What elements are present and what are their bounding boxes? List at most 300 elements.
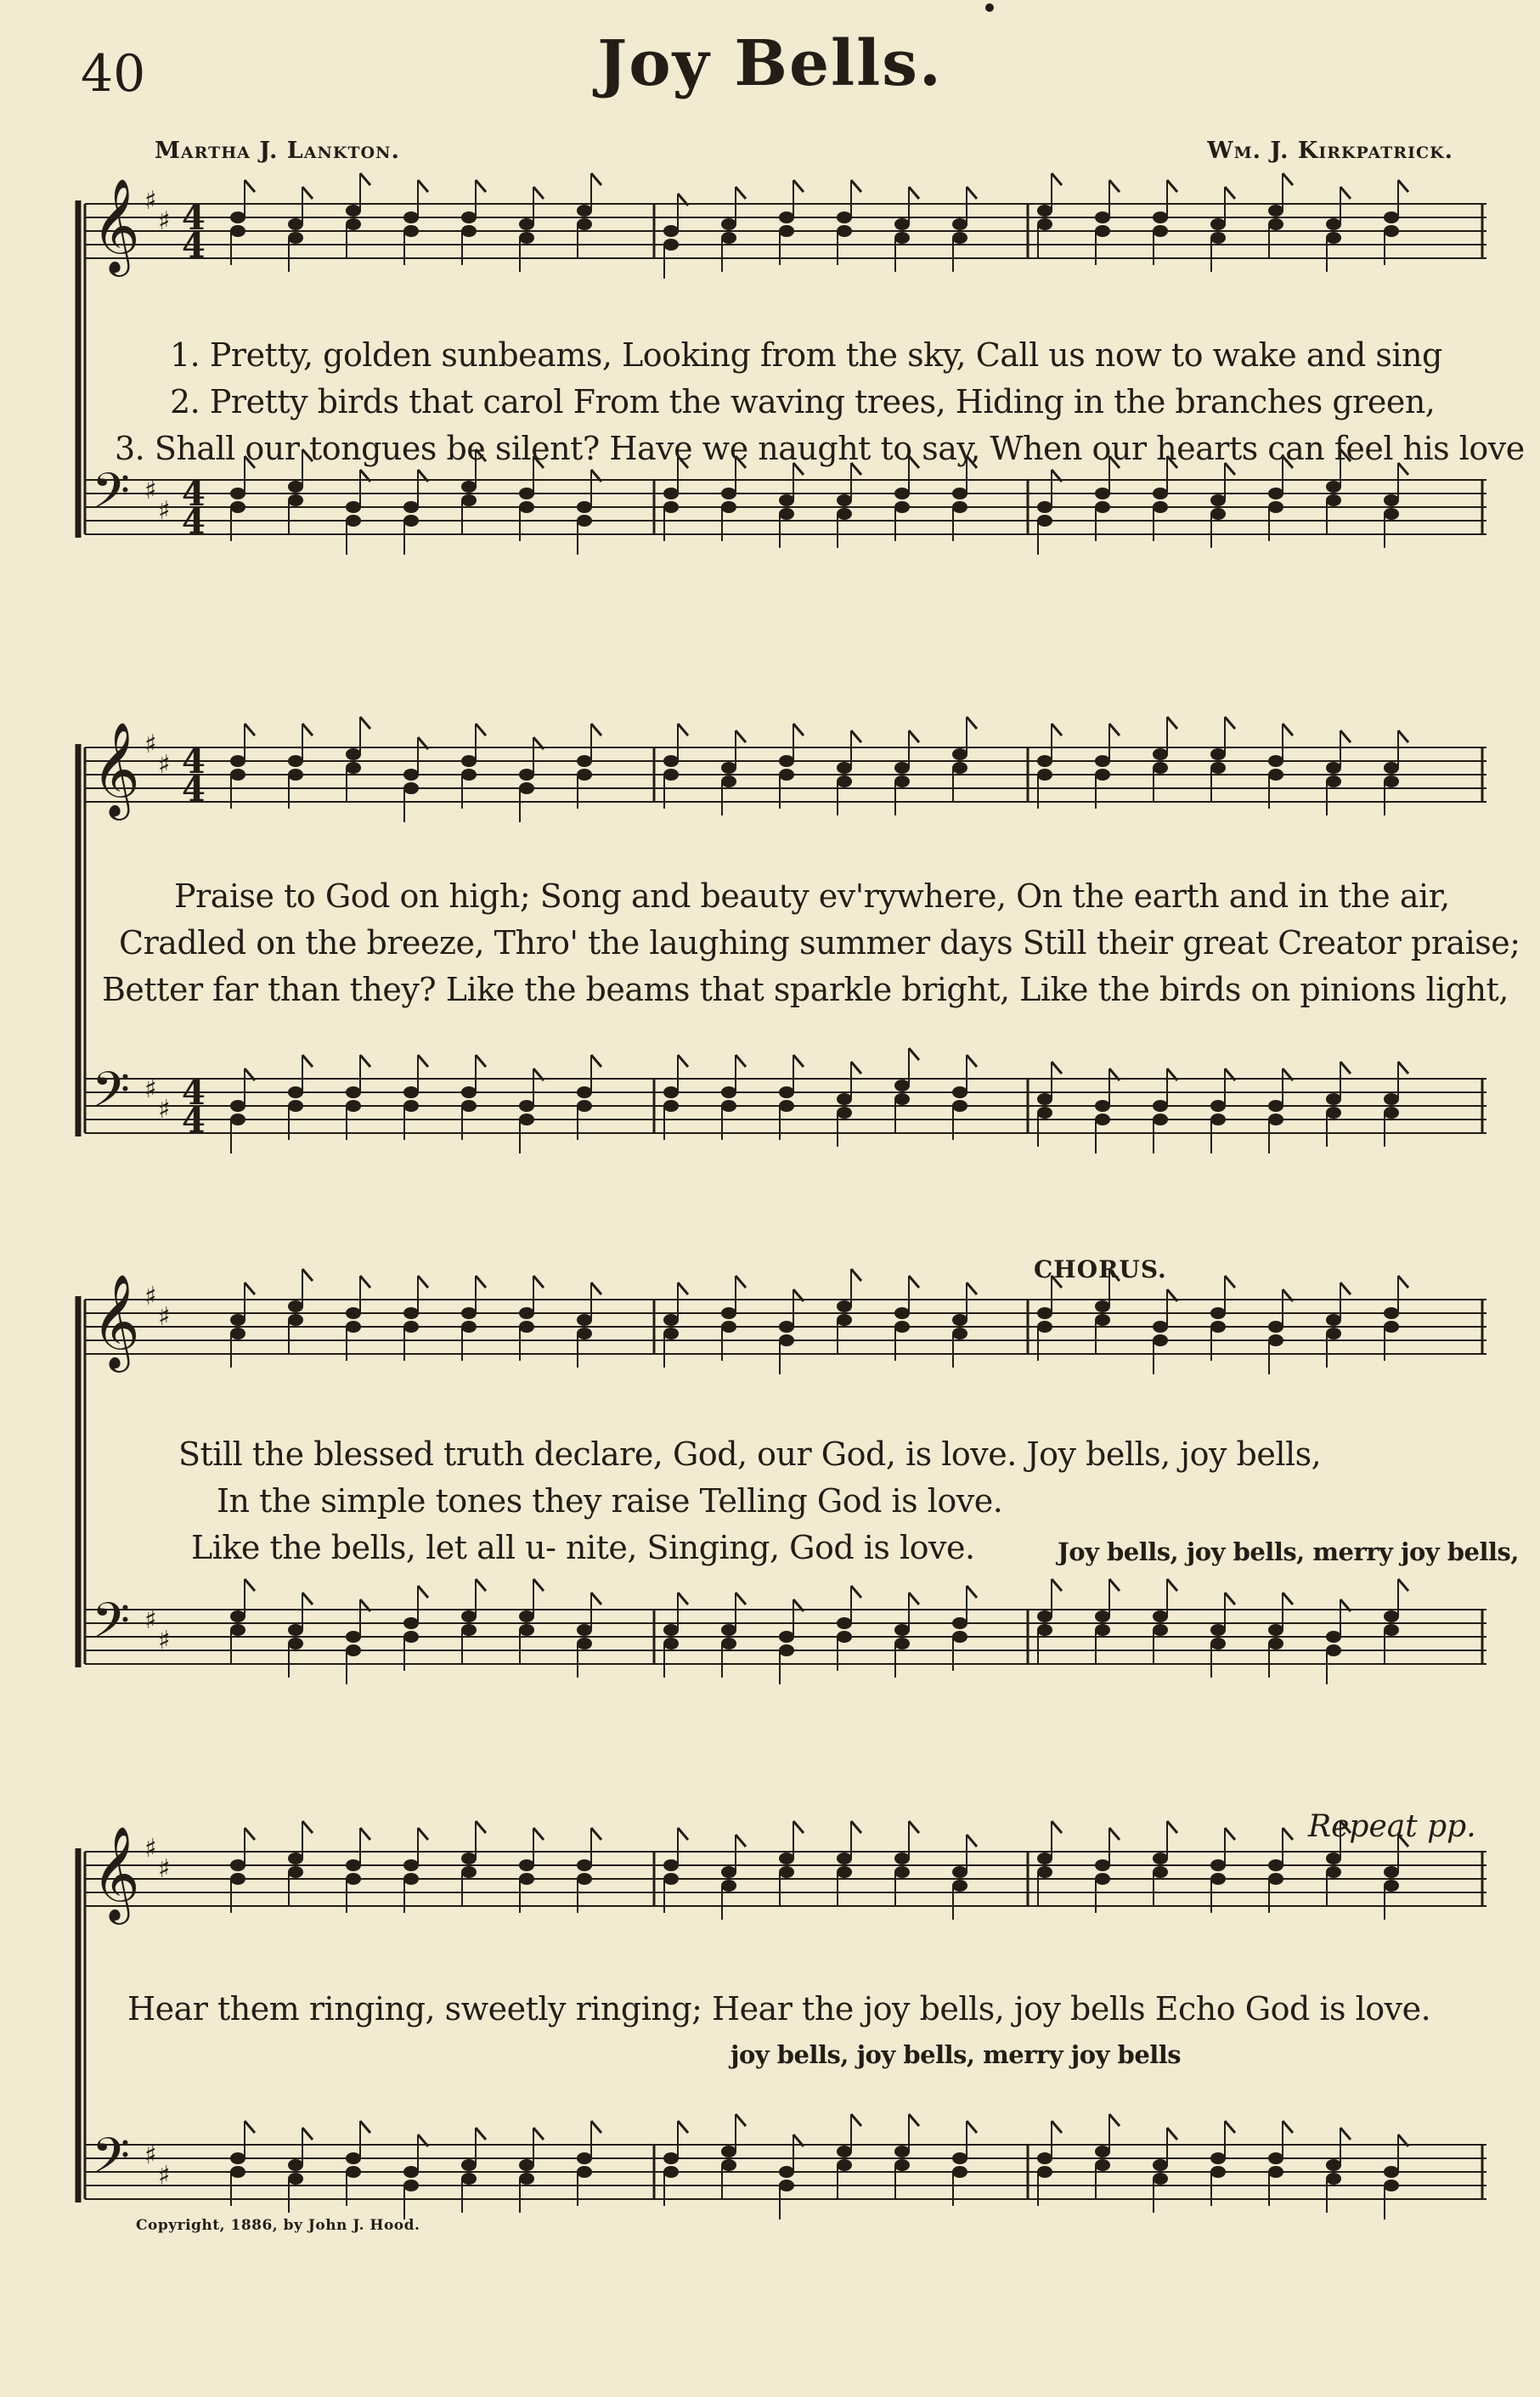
note-head [346, 205, 361, 217]
note-head [779, 1644, 794, 1656]
note-head [403, 2180, 419, 2191]
note-head [663, 1624, 679, 1636]
note-head [461, 1100, 477, 1112]
treble-clef: 𝄞 [92, 178, 140, 273]
treble-clef: 𝄞 [92, 1273, 140, 1368]
treble-clef: 𝄞 [92, 1825, 140, 1920]
note-head [1095, 1873, 1110, 1885]
note-head [952, 1314, 967, 1326]
note-head [519, 218, 534, 230]
note-head [1095, 1624, 1110, 1636]
note-head [779, 1321, 794, 1333]
note-flag [1167, 2128, 1177, 2140]
note-head [663, 501, 679, 513]
note-flag [245, 1828, 255, 1840]
note-flag [476, 1579, 486, 1591]
note-head [1153, 501, 1168, 513]
bass-clef: 𝄢 [92, 462, 131, 532]
note-head [721, 1100, 736, 1112]
note-head [721, 218, 736, 230]
note-head [230, 2166, 245, 2178]
note-flag [245, 180, 255, 192]
note-head [1210, 1624, 1226, 1636]
note-flag [302, 1821, 313, 1833]
note-flag [967, 2121, 977, 2133]
note-head [1384, 1307, 1399, 1319]
time-signature: 4 [182, 474, 206, 514]
note-flag [736, 1593, 746, 1605]
note-head [663, 1873, 679, 1885]
note-head [288, 755, 303, 767]
note-head [952, 488, 967, 499]
note-flag [793, 724, 804, 736]
note-head [1326, 232, 1341, 244]
note-flag [476, 2128, 486, 2140]
note-head [461, 1624, 477, 1636]
note-flag [1340, 1283, 1351, 1294]
note-flag [1052, 173, 1062, 185]
note-head [779, 1334, 794, 1346]
note-head [952, 1631, 967, 1643]
note-head [894, 501, 910, 513]
note-head [577, 218, 592, 230]
sharp-sign: ♯ [158, 1854, 171, 1884]
sharp-sign: ♯ [158, 1626, 171, 1655]
note-head [519, 769, 534, 781]
note-head [721, 1307, 736, 1319]
note-flag [418, 1276, 428, 1288]
note-head [230, 501, 245, 513]
note-head [346, 2152, 361, 2164]
note-flag [1398, 1062, 1408, 1074]
note-head [894, 1866, 910, 1878]
note-head [403, 1859, 419, 1871]
sharp-sign: ♯ [158, 1302, 171, 1332]
note-head [1037, 1107, 1052, 1119]
sharp-sign: ♯ [144, 476, 157, 505]
note-head [779, 1631, 794, 1643]
note-head [721, 776, 736, 787]
note-head [894, 776, 910, 787]
note-head [1095, 212, 1110, 223]
note-head [1210, 494, 1226, 506]
note-head [837, 212, 852, 223]
note-flag [909, 1593, 919, 1605]
note-head [288, 1624, 303, 1636]
bass-clef: 𝄢 [92, 1061, 131, 1131]
note-head [779, 2166, 794, 2178]
note-head [1268, 769, 1283, 781]
note-head [837, 2146, 852, 2157]
note-flag [678, 724, 688, 736]
note-flag [1283, 1593, 1293, 1605]
note-head [837, 1314, 852, 1326]
note-head [346, 1321, 361, 1333]
note-head [1095, 769, 1110, 781]
note-flag [1109, 1828, 1120, 1840]
sharp-sign: ♯ [144, 186, 157, 216]
music-system-1 [76, 178, 1525, 629]
note-head [461, 494, 477, 506]
note-head [952, 1086, 967, 1098]
note-head [1210, 1321, 1226, 1333]
note-head [288, 232, 303, 244]
note-head [519, 1307, 534, 1319]
note-flag [736, 2114, 746, 2126]
note-head [519, 1610, 534, 1622]
note-head [346, 1644, 361, 1656]
note-head [230, 769, 245, 781]
note-head [663, 225, 679, 237]
note-head [721, 2146, 736, 2157]
note-head [461, 1866, 477, 1878]
note-head [1210, 1307, 1226, 1319]
note-flag [1225, 2121, 1235, 2133]
note-head [1384, 212, 1399, 223]
note-head [519, 2173, 534, 2185]
note-head [230, 755, 245, 767]
note-head [894, 1080, 910, 1091]
sharp-sign: ♯ [158, 206, 171, 236]
note-head [1153, 225, 1168, 237]
note-head [837, 1093, 852, 1105]
note-head [952, 748, 967, 760]
note-flag [302, 2128, 313, 2140]
note-head [663, 2166, 679, 2178]
note-flag [1225, 1593, 1235, 1605]
note-head [403, 1631, 419, 1643]
music-system-3 [76, 1255, 1519, 1716]
note-head [779, 1853, 794, 1864]
note-flag [736, 187, 746, 199]
note-head [721, 1638, 736, 1650]
note-head [1095, 1610, 1110, 1622]
note-head [1268, 1624, 1283, 1636]
note-head [894, 2159, 910, 2171]
note-head [1153, 1610, 1168, 1622]
note-flag [245, 724, 255, 736]
note-flag [736, 1835, 746, 1847]
note-flag [1398, 1579, 1408, 1591]
note-head [230, 212, 245, 223]
note-flag [1167, 180, 1177, 192]
note-head [461, 769, 477, 781]
sharp-sign: ♯ [158, 2161, 171, 2191]
note-flag [302, 1593, 313, 1605]
note-head [1037, 1853, 1052, 1864]
note-head [519, 1321, 534, 1333]
note-head [1037, 515, 1052, 527]
note-flag [678, 2121, 688, 2133]
note-head [1153, 748, 1168, 760]
note-head [577, 1638, 592, 1650]
note-head [1326, 1328, 1341, 1340]
note-head [1384, 508, 1399, 520]
note-head [1095, 501, 1110, 513]
note-flag [1109, 724, 1120, 736]
note-flag [909, 1821, 919, 1833]
note-head [1210, 748, 1226, 760]
note-flag [678, 1593, 688, 1605]
repeat-pp-mark: Repeat pp. [1308, 1809, 1476, 1844]
note-head [230, 225, 245, 237]
note-head [1095, 1300, 1110, 1312]
note-head [779, 508, 794, 520]
note-head [230, 1100, 245, 1112]
note-head [952, 1617, 967, 1629]
note-head [288, 1314, 303, 1326]
note-head [663, 1086, 679, 1098]
note-head [1095, 1114, 1110, 1125]
note-head [403, 225, 419, 237]
note-head [288, 1866, 303, 1878]
note-head [894, 1321, 910, 1333]
note-head [721, 762, 736, 774]
note-head [403, 1100, 419, 1112]
verse-2-line-c: In the simple tones they raise Telling God is love. [217, 1482, 1003, 1520]
note-head [779, 2180, 794, 2191]
note-head [519, 1873, 534, 1885]
note-head [288, 1100, 303, 1112]
bass-clef: 𝄢 [92, 1592, 131, 1661]
note-head [952, 1328, 967, 1340]
note-head [577, 1086, 592, 1098]
note-head [721, 1086, 736, 1098]
composer-credit: Wm. J. Kirkpatrick. [1207, 138, 1453, 164]
note-head [721, 2159, 736, 2171]
note-head [663, 769, 679, 781]
note-head [1153, 1853, 1168, 1864]
note-head [1268, 1334, 1283, 1346]
note-head [346, 218, 361, 230]
note-head [837, 1617, 852, 1629]
note-flag [1109, 1579, 1120, 1591]
note-flag [1109, 2114, 1120, 2126]
alto-echo-lyric-1: Joy bells, joy bells, merry joy bells, [1058, 1537, 1519, 1566]
note-head [403, 515, 419, 527]
note-head [663, 239, 679, 251]
sharp-sign: ♯ [144, 1605, 157, 1635]
note-head [461, 755, 477, 767]
note-flag [360, 173, 370, 185]
note-head [1326, 1107, 1341, 1119]
note-head [721, 1880, 736, 1892]
note-flag [851, 1821, 861, 1833]
note-head [1326, 762, 1341, 774]
note-flag [1340, 1821, 1351, 1833]
note-flag [1225, 187, 1235, 199]
note-flag [909, 1276, 919, 1288]
note-head [288, 494, 303, 506]
note-head [403, 1086, 419, 1098]
note-head [1326, 2159, 1341, 2171]
time-signature: 4 [182, 502, 206, 542]
note-head [721, 1624, 736, 1636]
note-flag [360, 717, 370, 729]
note-head [779, 225, 794, 237]
note-head [461, 1086, 477, 1098]
note-head [1153, 1100, 1168, 1112]
note-head [1037, 1321, 1052, 1333]
note-head [346, 1859, 361, 1871]
note-flag [1052, 1276, 1062, 1288]
note-flag [591, 724, 601, 736]
note-head [894, 1307, 910, 1319]
note-head [403, 1307, 419, 1319]
note-head [1326, 2173, 1341, 2185]
note-head [519, 1100, 534, 1112]
note-head [663, 488, 679, 499]
note-head [1384, 1321, 1399, 1333]
note-head [663, 1100, 679, 1112]
note-head [1210, 1114, 1226, 1125]
note-head [1268, 1321, 1283, 1333]
note-head [1095, 2159, 1110, 2171]
note-head [403, 1873, 419, 1885]
note-flag [1225, 717, 1235, 729]
note-head [779, 1086, 794, 1098]
note-head [288, 1853, 303, 1864]
note-head [663, 1314, 679, 1326]
note-flag [533, 1828, 544, 1840]
note-head [1210, 508, 1226, 520]
note-head [577, 1100, 592, 1112]
note-head [461, 225, 477, 237]
note-head [779, 1866, 794, 1878]
note-head [1153, 2173, 1168, 2185]
note-flag [909, 730, 919, 742]
note-head [577, 1624, 592, 1636]
sharp-sign: ♯ [144, 1074, 157, 1104]
note-head [577, 205, 592, 217]
note-head [346, 1307, 361, 1319]
note-flag [418, 1586, 428, 1598]
note-head [1326, 776, 1341, 787]
verse-3-line-a: 3. Shall our tongues be silent? Have we naught to say, When our hearts can feel his love [115, 430, 1525, 467]
note-head [721, 1321, 736, 1333]
note-head [1210, 2152, 1226, 2164]
note-flag [302, 724, 313, 736]
note-flag [678, 1828, 688, 1840]
note-head [346, 2166, 361, 2178]
note-head [1268, 1873, 1283, 1885]
sharp-sign: ♯ [144, 1282, 157, 1311]
note-head [346, 1086, 361, 1098]
note-head [721, 232, 736, 244]
note-head [663, 755, 679, 767]
ink-dot [985, 3, 994, 12]
note-head [837, 1631, 852, 1643]
note-head [461, 1321, 477, 1333]
note-flag [533, 2128, 544, 2140]
note-head [1268, 1638, 1283, 1650]
note-head [1153, 1334, 1168, 1346]
note-head [519, 488, 534, 499]
note-head [1095, 1859, 1110, 1871]
lyricist-credit: Martha J. Lankton. [155, 138, 400, 164]
note-head [1210, 762, 1226, 774]
note-head [721, 501, 736, 513]
note-head [894, 2146, 910, 2157]
note-head [837, 1853, 852, 1864]
note-head [461, 212, 477, 223]
note-flag [1340, 1062, 1351, 1074]
note-head [461, 2159, 477, 2171]
note-head [577, 755, 592, 767]
note-head [288, 769, 303, 781]
note-head [346, 1631, 361, 1643]
note-head [952, 1880, 967, 1892]
note-head [403, 769, 419, 781]
note-head [519, 1114, 534, 1125]
note-flag [909, 187, 919, 199]
note-head [346, 501, 361, 513]
note-flag [1283, 173, 1293, 185]
note-flag [678, 1055, 688, 1067]
note-flag [245, 1283, 255, 1294]
time-signature: 4 [182, 770, 206, 809]
note-head [577, 1328, 592, 1340]
note-flag [302, 1269, 313, 1281]
alto-echo-lyric-2: joy bells, joy bells, merry joy bells [731, 2040, 1182, 2069]
note-head [1037, 1624, 1052, 1636]
note-flag [476, 1055, 486, 1067]
note-head [1268, 501, 1283, 513]
note-head [1384, 2166, 1399, 2178]
note-head [1037, 2152, 1052, 2164]
note-head [1037, 2166, 1052, 2178]
note-head [519, 1624, 534, 1636]
note-head [346, 1100, 361, 1112]
note-head [577, 501, 592, 513]
sharp-sign: ♯ [158, 750, 171, 780]
time-signature: 4 [182, 742, 206, 781]
note-head [1326, 1866, 1341, 1878]
note-flag [851, 180, 861, 192]
verse-1-line-b: Praise to God on high; Song and beauty ev'rywhere, On the earth and in the air, [174, 877, 1450, 915]
note-head [230, 2152, 245, 2164]
time-signature: 4 [182, 198, 206, 238]
note-head [779, 769, 794, 781]
note-flag [678, 1283, 688, 1294]
note-head [721, 488, 736, 499]
note-head [403, 212, 419, 223]
page-number: 40 [81, 44, 146, 104]
note-head [230, 1873, 245, 1885]
note-head [1268, 205, 1283, 217]
note-flag [360, 1055, 370, 1067]
note-head [519, 232, 534, 244]
note-flag [851, 1269, 861, 1281]
note-flag [1052, 1579, 1062, 1591]
note-head [663, 2152, 679, 2164]
time-signature: 4 [182, 1073, 206, 1113]
note-flag [533, 187, 544, 199]
treble-clef: 𝄞 [92, 721, 140, 816]
note-flag [360, 1828, 370, 1840]
note-flag [360, 2121, 370, 2133]
note-head [1037, 755, 1052, 767]
sharp-sign: ♯ [144, 730, 157, 759]
note-head [230, 1114, 245, 1125]
note-flag [1283, 1828, 1293, 1840]
note-flag [851, 1062, 861, 1074]
note-head [1268, 1114, 1283, 1125]
note-head [894, 1093, 910, 1105]
note-head [230, 1328, 245, 1340]
note-head [577, 769, 592, 781]
note-flag [1167, 1821, 1177, 1833]
